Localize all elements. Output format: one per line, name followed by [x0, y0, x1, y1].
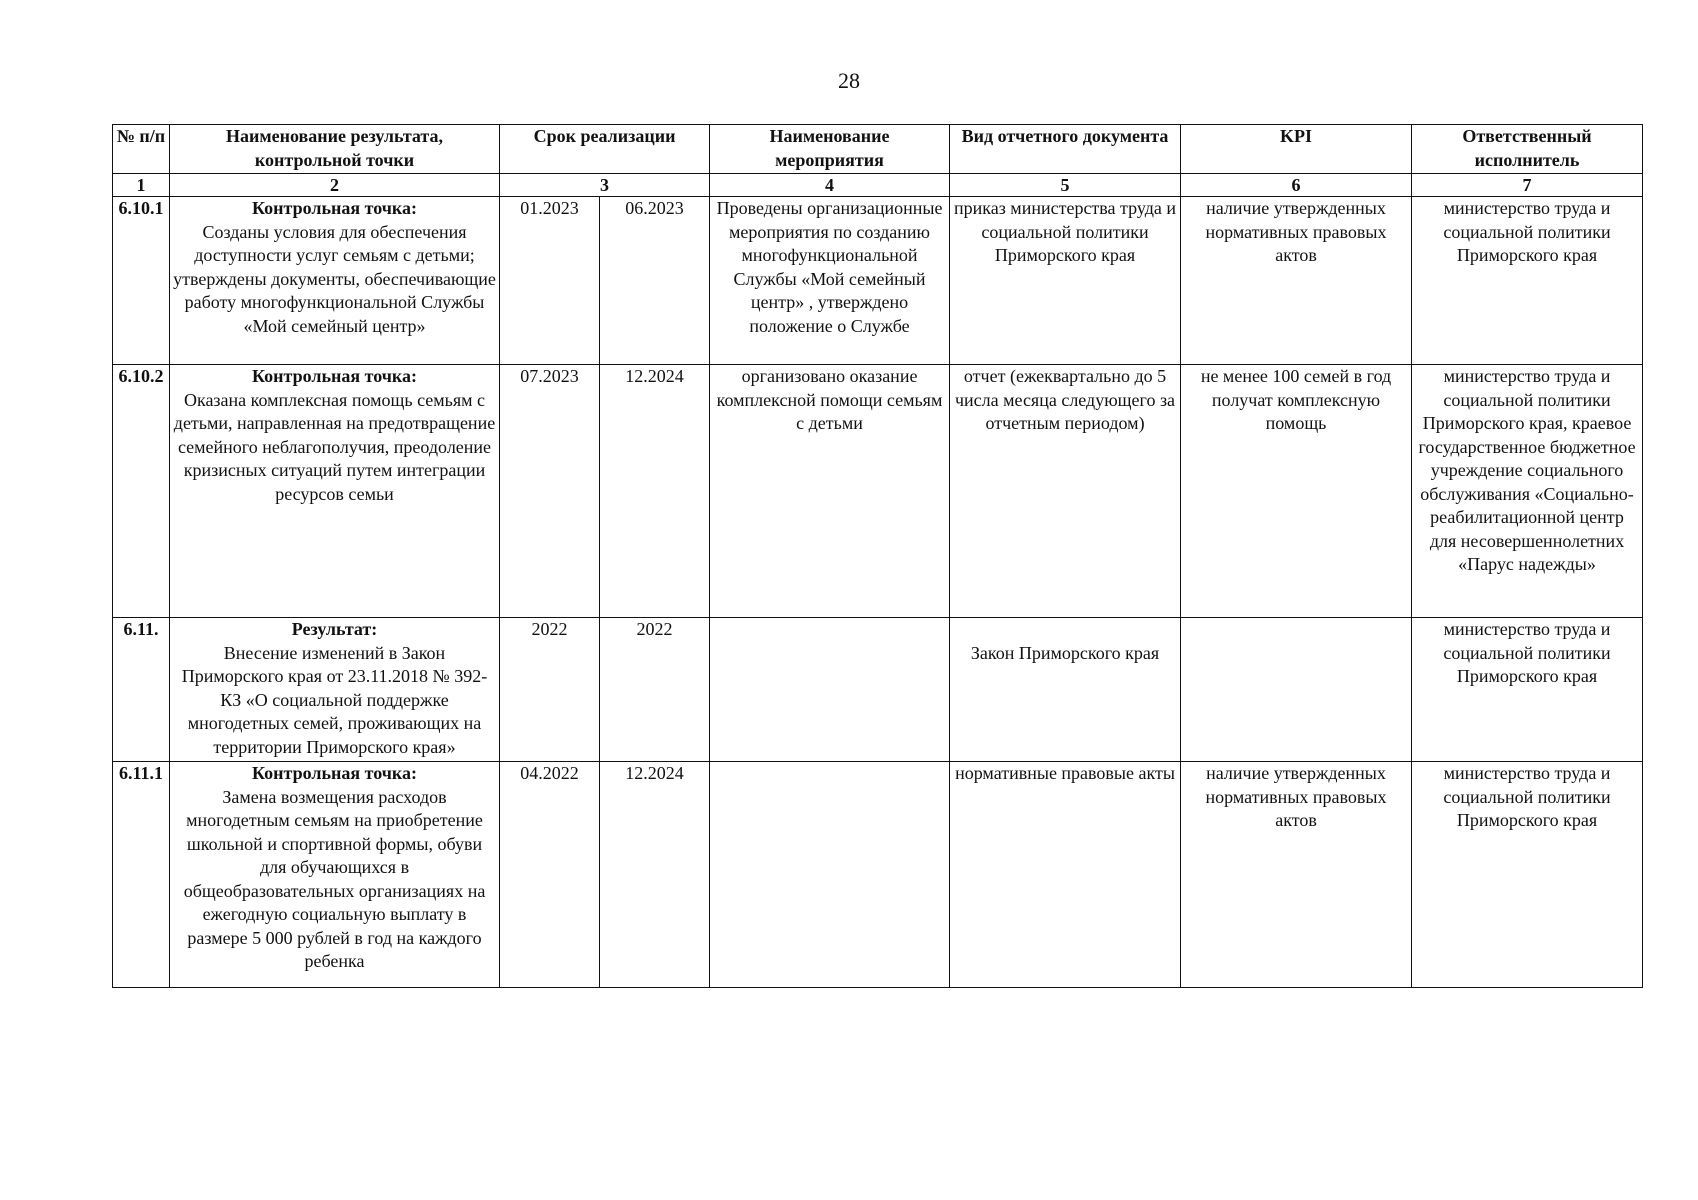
event-name: Проведены организационные мероприятия по созданию многофункциональной Службы «Мой семейный центр» , утверждено положение о Службе — [710, 197, 950, 365]
header-kpi: KPI — [1181, 125, 1412, 174]
responsible-executor: министерство труда и социальной политики Приморского края — [1412, 618, 1643, 762]
column-number: 5 — [950, 174, 1181, 197]
row-number: 6.11. — [113, 618, 170, 762]
event-name — [710, 618, 950, 762]
results-table — [112, 124, 1643, 988]
result-name: Внесение изменений в Закон Приморского края от 23.11.2018 № 392-КЗ «О социальной поддержке многодетных семей, проживающих на территории Приморского края» — [181, 642, 488, 757]
row-number: 6.10.2 — [113, 365, 170, 618]
header-responsible: Ответственный исполнитель — [1412, 125, 1643, 174]
kpi-value: не менее 100 семей в год получат комплексную помощь — [1181, 365, 1412, 618]
report-document: приказ министерства труда и социальной политики Приморского края — [950, 197, 1181, 365]
header-row — [113, 125, 1643, 174]
report-document-text: Закон Приморского края — [970, 642, 1160, 663]
table-row — [113, 762, 1643, 988]
report-document: отчет (ежеквартально до 5 числа месяца следующего за отчетным периодом) — [950, 365, 1181, 618]
column-number: 4 — [710, 174, 950, 197]
header-term: Срок реализации — [500, 125, 710, 174]
start-date: 04.2022 — [500, 762, 600, 988]
result-name-cell — [170, 762, 500, 988]
row-label: Контрольная точка: — [252, 198, 417, 218]
start-date: 01.2023 — [500, 197, 600, 365]
row-label: Контрольная точка: — [252, 366, 417, 386]
result-name: Оказана комплексная помощь семьям с детьми, направленная на предотвращение семейного неблагополучия, преодоление кризисных ситуаций путем интеграции ресурсов семьи — [173, 389, 496, 504]
table-row — [113, 618, 1643, 762]
result-name-cell — [170, 365, 500, 618]
result-name-cell — [170, 197, 500, 365]
end-date: 12.2024 — [600, 365, 710, 618]
event-name: организовано оказание комплексной помощи семьям с детьми — [710, 365, 950, 618]
header-num: № п/п — [113, 125, 170, 174]
kpi-value — [1181, 618, 1412, 762]
end-date: 12.2024 — [600, 762, 710, 988]
start-date: 2022 — [500, 618, 600, 762]
header-name: Наименование результата, контрольной точки — [170, 125, 500, 174]
header-report: Вид отчетного документа — [950, 125, 1181, 174]
row-number: 6.10.1 — [113, 197, 170, 365]
end-date: 06.2023 — [600, 197, 710, 365]
report-document — [950, 618, 1181, 762]
start-date: 07.2023 — [500, 365, 600, 618]
kpi-value: наличие утвержденных нормативных правовых актов — [1181, 197, 1412, 365]
responsible-executor: министерство труда и социальной политики Приморского края — [1412, 197, 1643, 365]
row-number: 6.11.1 — [113, 762, 170, 988]
row-label: Результат: — [291, 619, 378, 639]
table-row — [113, 197, 1643, 365]
table-row — [113, 365, 1643, 618]
result-name: Созданы условия для обеспечения доступности услуг семьям с детьми; утверждены документы, обеспечивающие работу многофункциональной Службы «Мой семейный центр» — [173, 221, 496, 336]
end-date: 2022 — [600, 618, 710, 762]
responsible-executor: министерство труда и социальной политики Приморского края, краевое государственное бюджетное учреждение социального обслуживания «Социально-реабилитационной центр для несовершеннолетних «Парус надежды» — [1412, 365, 1643, 618]
header-event: Наименование мероприятия — [710, 125, 950, 174]
report-document: нормативные правовые акты — [950, 762, 1181, 988]
column-number: 6 — [1181, 174, 1412, 197]
kpi-value: наличие утвержденных нормативных правовых актов — [1181, 762, 1412, 988]
column-number: 3 — [500, 174, 710, 197]
result-name-cell — [170, 618, 500, 762]
page-number: 28 — [838, 68, 860, 93]
result-name: Замена возмещения расходов многодетным семьям на приобретение школьной и спортивной формы, обуви для обучающихся в общеобразовательных организациях на ежегодную социальную выплату в размере 5 000 рублей в год на каждого ребенка — [183, 786, 486, 971]
column-number: 7 — [1412, 174, 1643, 197]
column-number: 2 — [170, 174, 500, 197]
column-number-row — [113, 174, 1643, 197]
row-label: Контрольная точка: — [252, 763, 417, 783]
event-name — [710, 762, 950, 988]
column-number: 1 — [113, 174, 170, 197]
responsible-executor: министерство труда и социальной политики Приморского края — [1412, 762, 1643, 988]
